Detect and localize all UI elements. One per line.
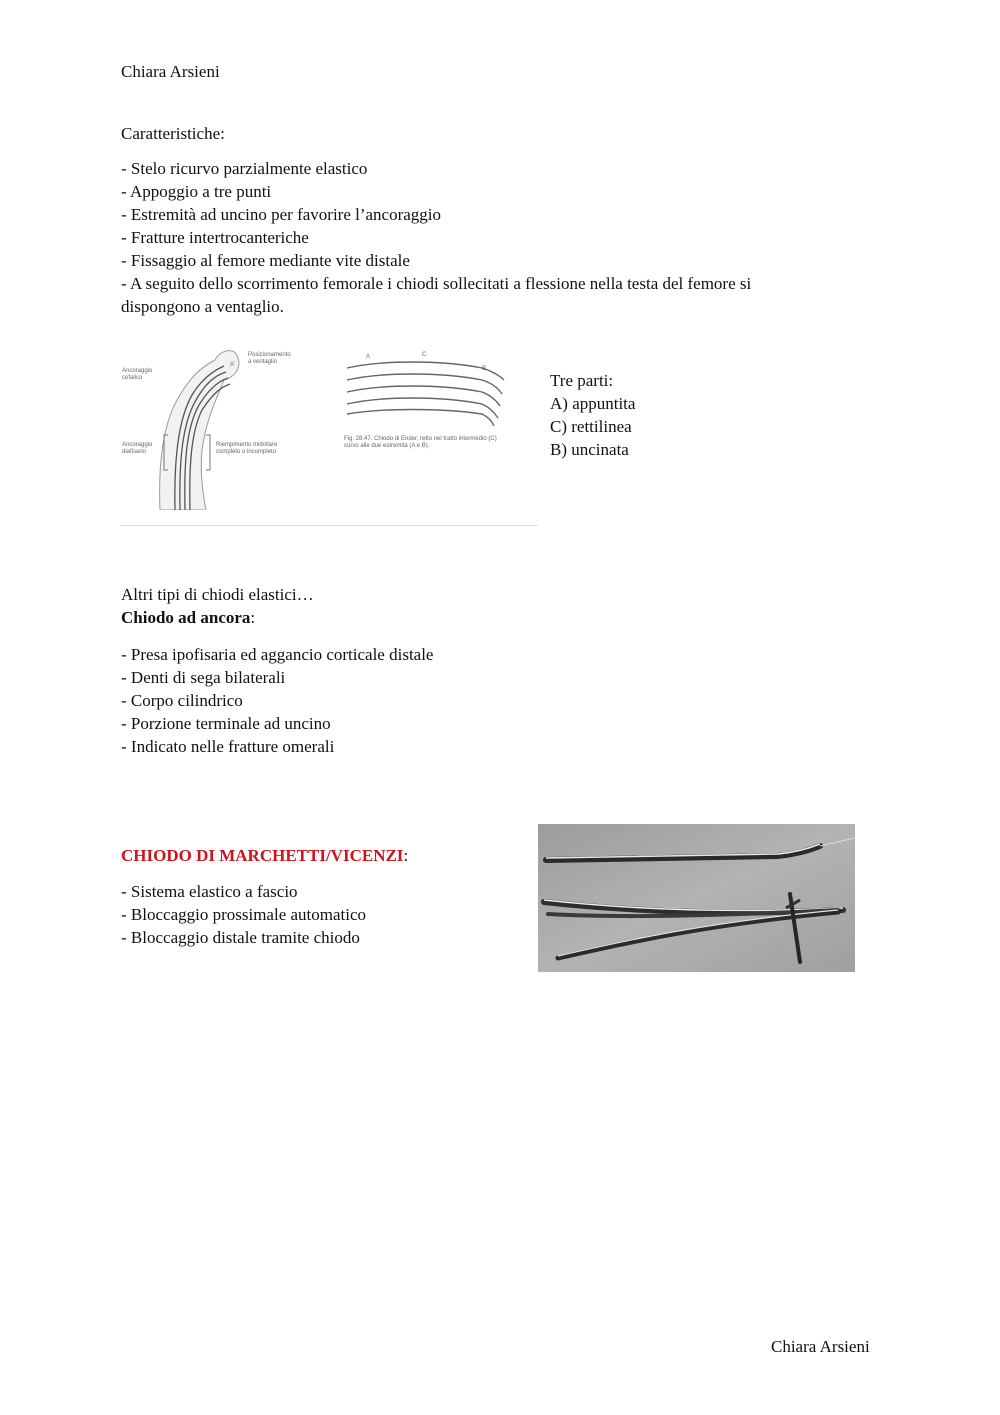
label-letter-c: C xyxy=(422,352,427,358)
marchetti-vicenzi-title: CHIODO DI MARCHETTI/VICENZI xyxy=(121,846,404,865)
list-item: - Porzione terminale ad uncino xyxy=(121,714,331,733)
list-item: - Bloccaggio prossimale automatico xyxy=(121,905,367,924)
marchetti-nails-photo xyxy=(538,824,855,972)
label-posizionamento-2: a ventaglio xyxy=(248,359,278,365)
list-item: - Estremità ad uncino per favorire l’ancoraggio xyxy=(121,205,442,224)
altri-tipi-intro: Altri tipi di chiodi elastici… xyxy=(121,585,314,604)
tre-parti-block xyxy=(550,369,635,461)
chiodo-ad-ancora-title: Chiodo ad ancora xyxy=(121,608,251,627)
list-item: - A seguito dello scorrimento femorale i chiodi sollecitati a flessione nella testa del femore si xyxy=(121,274,752,293)
label-ancoraggio-cefalico: Ancoraggio xyxy=(122,368,153,374)
ender-nails-illustration xyxy=(342,350,512,430)
list-item: - Bloccaggio distale tramite chiodo xyxy=(121,928,360,947)
list-item: dispongono a ventaglio. xyxy=(121,297,284,316)
figure-divider xyxy=(120,525,538,526)
femur-nail-diagram xyxy=(120,340,310,510)
list-item: - Fissaggio al femore mediante vite distale xyxy=(121,251,410,270)
marchetti-list xyxy=(121,880,366,949)
list-item: - Sistema elastico a fascio xyxy=(121,882,298,901)
label-riempimento-2: completo o incompleto xyxy=(216,449,277,455)
label-letter-b: B xyxy=(482,366,487,372)
figure-caption: Fig. 28.47. Chiodo di Ender, retto nel tratto intermedio (C) xyxy=(344,436,497,442)
label-letter-a: A xyxy=(366,354,371,360)
list-item: - Presa ipofisaria ed aggancio corticale distale xyxy=(121,645,434,664)
caratteristiche-list xyxy=(121,157,751,318)
list-item: - Appoggio a tre punti xyxy=(121,182,272,201)
list-item: - Indicato nelle fratture omerali xyxy=(121,737,335,756)
heading-colon: : xyxy=(403,846,409,865)
page-header-author: Chiara Arsieni xyxy=(121,62,220,81)
list-item: - Corpo cilindrico xyxy=(121,691,243,710)
label-posizionamento: Posizionamento xyxy=(248,352,291,358)
list-item: A) appuntita xyxy=(550,394,636,413)
marchetti-vicenzi-heading xyxy=(121,844,408,867)
list-item: - Fratture intertrocanteriche xyxy=(121,228,309,247)
section-heading-caratteristiche: Caratteristiche: xyxy=(121,124,225,143)
label-a-prime: A' xyxy=(230,362,236,368)
list-item: C) rettilinea xyxy=(550,417,632,436)
list-item: B) uncinata xyxy=(550,440,629,459)
figure-caption-2: curvo alle due estremità (A e B). xyxy=(344,443,430,449)
list-item: - Stelo ricurvo parzialmente elastico xyxy=(121,159,368,178)
list-item: - Denti di sega bilaterali xyxy=(121,668,286,687)
label-ancoraggio-cefalico-2: cefalico xyxy=(122,375,143,381)
label-ancoraggio-diafisario-2: diafisario xyxy=(122,449,147,455)
page-footer-author: Chiara Arsieni xyxy=(771,1337,870,1356)
nails-photo-illustration xyxy=(538,824,855,972)
label-riempimento: Riempimento midollare xyxy=(216,442,278,448)
chiodo-ad-ancora-heading xyxy=(121,606,255,629)
ender-nails-diagram xyxy=(342,350,512,460)
heading-colon: : xyxy=(250,608,256,627)
label-ancoraggio-diafisario: Ancoraggio xyxy=(122,442,153,448)
tre-parti-title: Tre parti: xyxy=(550,371,614,390)
chiodo-ancora-list xyxy=(121,643,433,758)
